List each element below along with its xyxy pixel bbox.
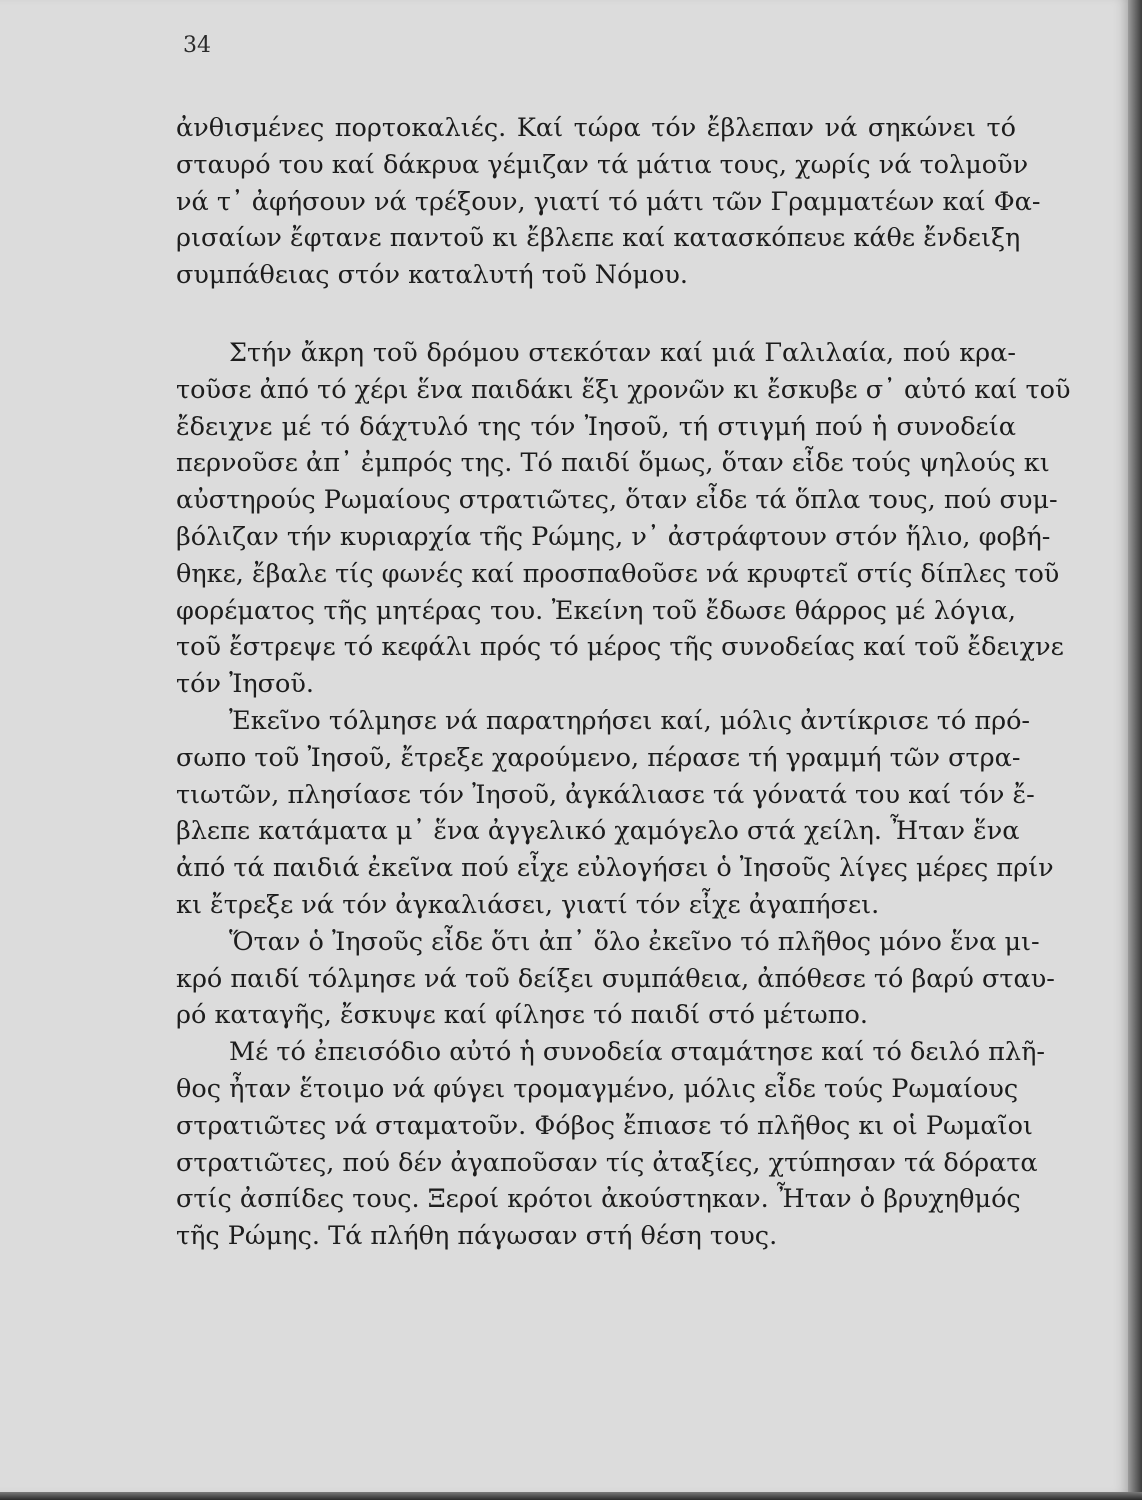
text-line: ρισαίων ἔφτανε παντοῦ κι ἔβλεπε καί κατασκόπευε κάθε ἔνδειξη (176, 223, 1021, 254)
text-line: βόλιζαν τήν κυριαρχία τῆς Ρώμης, ν᾿ ἀστράφτουν στόν ἥλιο, φοβή- (176, 521, 1051, 552)
text-line: στρατιῶτες, πού δέν ἀγαποῦσαν τίς ἀταξίες, χτύπησαν τά δόρατα (176, 1147, 1038, 1178)
text-line: Ἐκεῖνο τόλμησε νά παρατηρήσει καί, μόλις ἀντίκρισε τό πρό- (229, 705, 1031, 736)
paragraph-2 (176, 335, 1071, 703)
text-line: περνοῦσε ἀπ᾿ ἐμπρός της. Τό παιδί ὅμως, ὅταν εἶδε τούς ψηλούς κι (176, 448, 1050, 479)
text-line: κι ἔτρεξε νά τόν ἀγκαλιάσει, γιατί τόν εἶχε ἀγαπήσει. (176, 889, 880, 920)
text-line: ἀπό τά παιδιά ἐκεῖνα πού εἶχε εὐλογήσει ὁ Ἰησοῦς λίγες μέρες πρίν (176, 853, 1054, 884)
text-line: στρατιῶτες νά σταματοῦν. Φόβος ἔπιασε τό πλῆθος κι οἱ Ρωμαῖοι (176, 1110, 1033, 1141)
paragraph-1 (176, 110, 1041, 294)
text-line: νά τ᾿ ἀφήσουν νά τρέξουν, γιατί τό μάτι τῶν Γραμματέων καί Φα- (176, 186, 1041, 217)
text-line: βλεπε κατάματα μ᾿ ἕνα ἀγγελικό χαμόγελο στά χείλη. Ἦταν ἕνα (176, 816, 1020, 847)
paragraph-5 (176, 1034, 1045, 1255)
text-line: τῆς Ρώμης. Τά πλήθη πάγωσαν στή θέση τους. (176, 1221, 778, 1252)
text-line: τόν Ἰησοῦ. (176, 669, 314, 700)
page-edge-shadow (1128, 0, 1142, 1500)
text-line: Στήν ἄκρη τοῦ δρόμου στεκόταν καί μιά Γαλιλαία, πού κρα- (229, 337, 1016, 368)
text-line: σταυρό του καί δάκρυα γέμιζαν τά μάτια τους, χωρίς νά τολμοῦν (176, 149, 1029, 180)
page-number: 34 (183, 33, 211, 58)
text-line: αὐστηρούς Ρωμαίους στρατιῶτες, ὅταν εἶδε τά ὅπλα τους, πού συμ- (176, 485, 1058, 516)
text-line: ρό καταγῆς, ἔσκυψε καί φίλησε τό παιδί στό μέτωπο. (176, 1000, 868, 1031)
text-line: Μέ τό ἐπεισόδιο αὐτό ἡ συνοδεία σταμάτησε καί τό δειλό πλῆ- (229, 1037, 1045, 1068)
text-line: θηκε, ἔβαλε τίς φωνές καί προσπαθοῦσε νά κρυφτεῖ στίς δίπλες τοῦ (176, 558, 1060, 589)
text-line: κρό παιδί τόλμησε νά τοῦ δείξει συμπάθεια, ἀπόθεσε τό βαρύ σταυ- (176, 963, 1055, 994)
paragraph-3 (176, 703, 1054, 924)
text-line: φορέματος τῆς μητέρας του. Ἐκείνη τοῦ ἔδωσε θάρρος μέ λόγια, (176, 595, 1016, 626)
text-line: Ὅταν ὁ Ἰησοῦς εἶδε ὅτι ἀπ᾿ ὅλο ἐκεῖνο τό πλῆθος μόνο ἕνα μι- (229, 926, 1040, 957)
text-line: ἀνθισμένες πορτοκαλιές. Καί τώρα τόν ἔβλεπαν νά σηκώνει τό (176, 113, 1016, 143)
paragraph-4 (176, 924, 1055, 1034)
text-line: τοῦ ἔστρεψε τό κεφάλι πρός τό μέρος τῆς συνοδείας καί τοῦ ἔδειχνε (176, 632, 1064, 663)
text-line: τοῦσε ἀπό τό χέρι ἕνα παιδάκι ἕξι χρονῶν κι ἔσκυβε σ᾿ αὐτό καί τοῦ (176, 374, 1071, 405)
body-text (176, 110, 1071, 1255)
text-line: ἔδειχνε μέ τό δάχτυλό της τόν Ἰησοῦ, τή στιγμή πού ἡ συνοδεία (176, 411, 1016, 442)
text-line: συμπάθειας στόν καταλυτή τοῦ Νόμου. (176, 260, 689, 291)
text-line: στίς ἀσπίδες τους. Ξεροί κρότοι ἀκούστηκαν. Ἦταν ὁ βρυχηθμός (176, 1184, 1021, 1215)
page-bottom-edge (0, 1492, 1142, 1500)
text-line: τιωτῶν, πλησίασε τόν Ἰησοῦ, ἀγκάλιασε τά γόνατά του καί τόν ἔ- (176, 779, 1035, 810)
text-line: σωπο τοῦ Ἰησοῦ, ἔτρεξε χαρούμενο, πέρασε τή γραμμή τῶν στρα- (176, 742, 1021, 773)
text-line: θος ἦταν ἕτοιμο νά φύγει τρομαγμένο, μόλις εἶδε τούς Ρωμαίους (176, 1073, 1019, 1104)
